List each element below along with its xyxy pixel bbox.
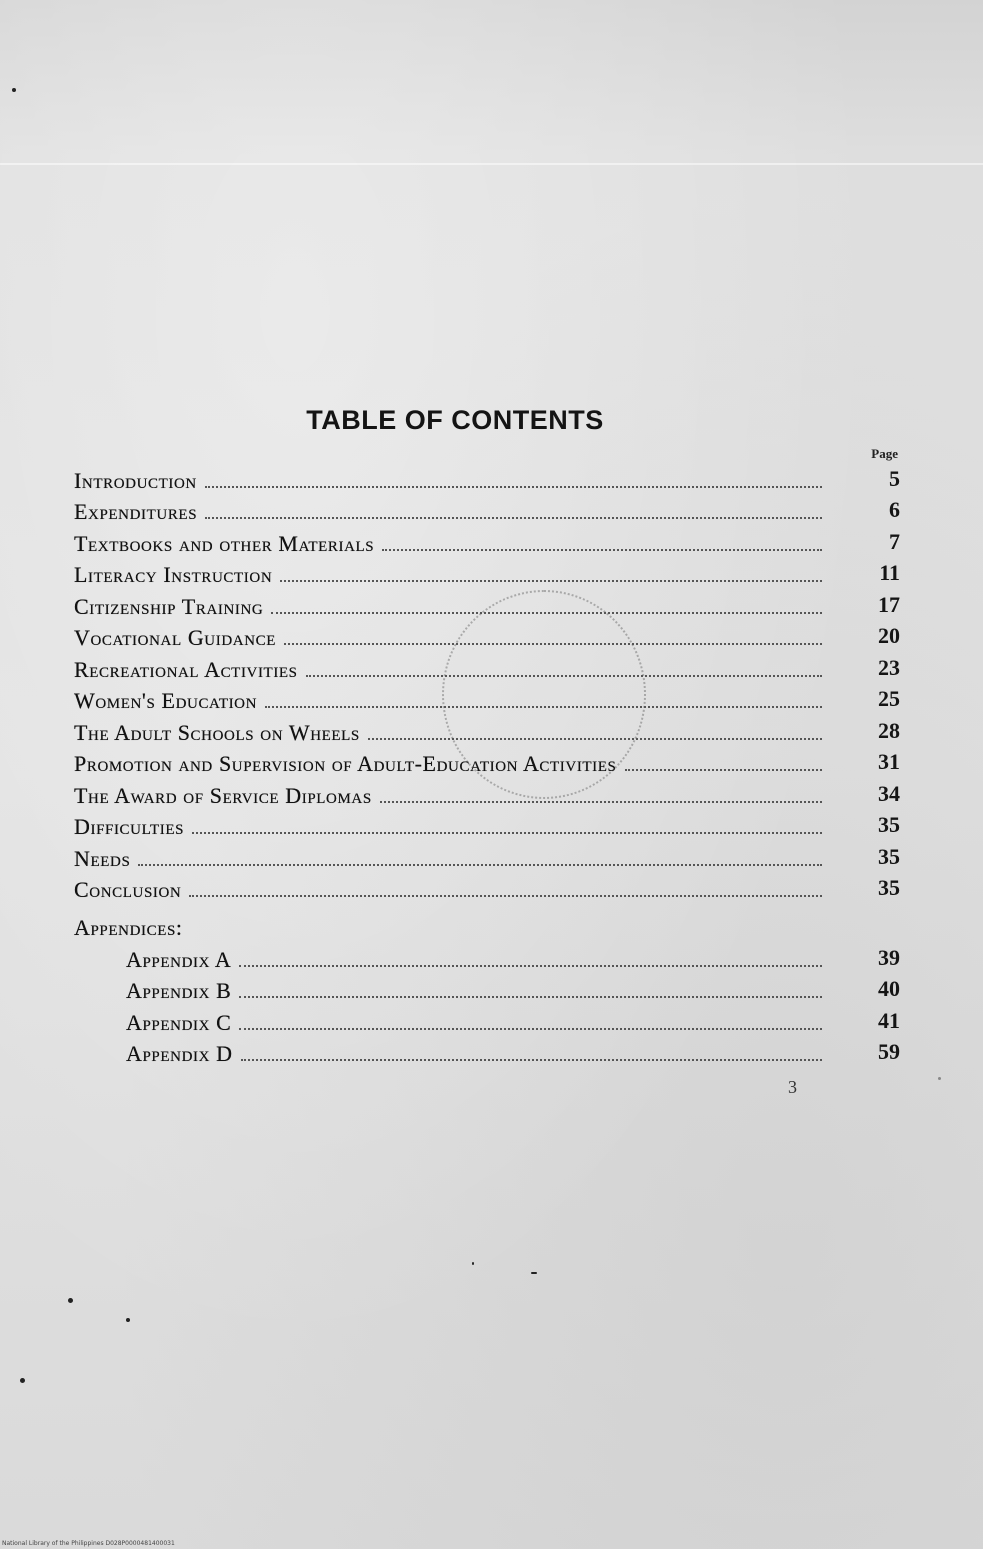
dot-leader [239,995,822,998]
dust-speck [12,88,16,92]
page-number: 3 [788,1077,797,1097]
toc-entry [74,840,900,872]
toc-entry-page: 20 [878,623,900,648]
toc-appendix-entry [74,941,900,973]
dust-speck [126,1318,130,1322]
toc-entry-page: 28 [878,717,900,743]
table-of-contents [74,462,900,1067]
dot-leader [239,1027,822,1030]
page-fold-line [0,163,983,165]
toc-entry-label: Conclusion [74,877,182,902]
dot-leader [205,485,822,488]
dot-leader [306,674,822,677]
dust-speck [531,1272,537,1274]
dot-leader [625,768,823,771]
dust-speck [472,1262,474,1265]
toc-entry [74,494,900,526]
footer-note: National Library of the Philippines D028P0000481400031 [2,1540,175,1547]
toc-appendix-entry [74,973,900,1005]
toc-entry-page: 40 [878,976,900,1001]
toc-entry-label: Expenditures [74,499,198,524]
toc-entry-page: 35 [878,812,900,837]
toc-entry-label: Appendix A [126,946,232,972]
toc-entry-page: 35 [878,843,900,869]
toc-entry-label: Appendix C [126,1009,232,1035]
toc-entry-page: 6 [889,497,900,522]
toc-entry-label: Women's Education [74,688,258,713]
toc-entry-page: 11 [879,560,900,585]
toc-entry-page: 23 [878,654,900,680]
toc-appendix-entry [74,1004,900,1036]
dot-leader [271,611,822,614]
toc-entry [74,651,900,683]
toc-entry [74,809,900,841]
toc-entry-label: Recreational Activities [74,656,298,682]
dot-leader [380,800,822,803]
toc-entry [74,525,900,557]
toc-entry [74,714,900,746]
toc-entry-label: Appendix D [126,1041,233,1066]
toc-entry [74,620,900,652]
toc-entry-page: 41 [878,1007,900,1033]
toc-entry-page: 39 [878,944,900,970]
toc-entry [74,588,900,620]
toc-entry [74,462,900,494]
dot-leader [280,579,822,582]
dot-leader [205,516,822,519]
toc-entry-label: The Adult Schools on Wheels [74,719,360,745]
dot-leader [382,548,822,551]
toc-entry-page: 34 [878,780,900,806]
toc-entry-label: Citizenship Training [74,593,264,619]
toc-entry-page: 7 [889,528,900,554]
page-column-label: Page [871,446,898,461]
dust-speck [20,1378,25,1383]
toc-entry-page: 59 [878,1039,900,1064]
dot-leader [239,964,822,967]
toc-entry-page: 35 [878,875,900,900]
dust-speck [938,1077,941,1080]
toc-entry-label: Introduction [74,467,197,493]
toc-entry [74,872,900,904]
toc-entry-label: Appendix B [126,978,232,1003]
toc-entry [74,777,900,809]
dot-leader [138,863,822,866]
dot-leader [241,1058,822,1061]
toc-entry-label: Textbooks and other Materials [74,530,375,556]
toc-entry [74,746,900,778]
dot-leader [368,737,822,740]
toc-entry-page: 5 [889,465,900,491]
toc-entry-label: Needs [74,845,131,871]
toc-appendix-entry [74,1036,900,1068]
dot-leader [284,642,822,645]
dot-leader [265,705,822,708]
toc-entry-label: Literacy Instruction [74,562,273,587]
dust-speck [68,1298,73,1303]
dot-leader [189,894,822,897]
appendices-heading: Appendices: [74,915,183,940]
toc-entry [74,683,900,715]
toc-entry-label: Difficulties [74,814,185,839]
toc-entry-label: Promotion and Supervision of Adult-Education Activities [74,751,617,776]
appendices-heading-row [74,903,900,941]
page-title: TABLE OF CONTENTS [306,405,604,435]
dot-leader [192,831,822,834]
toc-entry-page: 31 [878,749,900,774]
toc-entry-label: Vocational Guidance [74,625,276,650]
toc-entry-page: 25 [878,686,900,711]
toc-entry [74,557,900,589]
toc-entry-label: The Award of Service Diplomas [74,782,372,808]
toc-entry-page: 17 [878,591,900,617]
